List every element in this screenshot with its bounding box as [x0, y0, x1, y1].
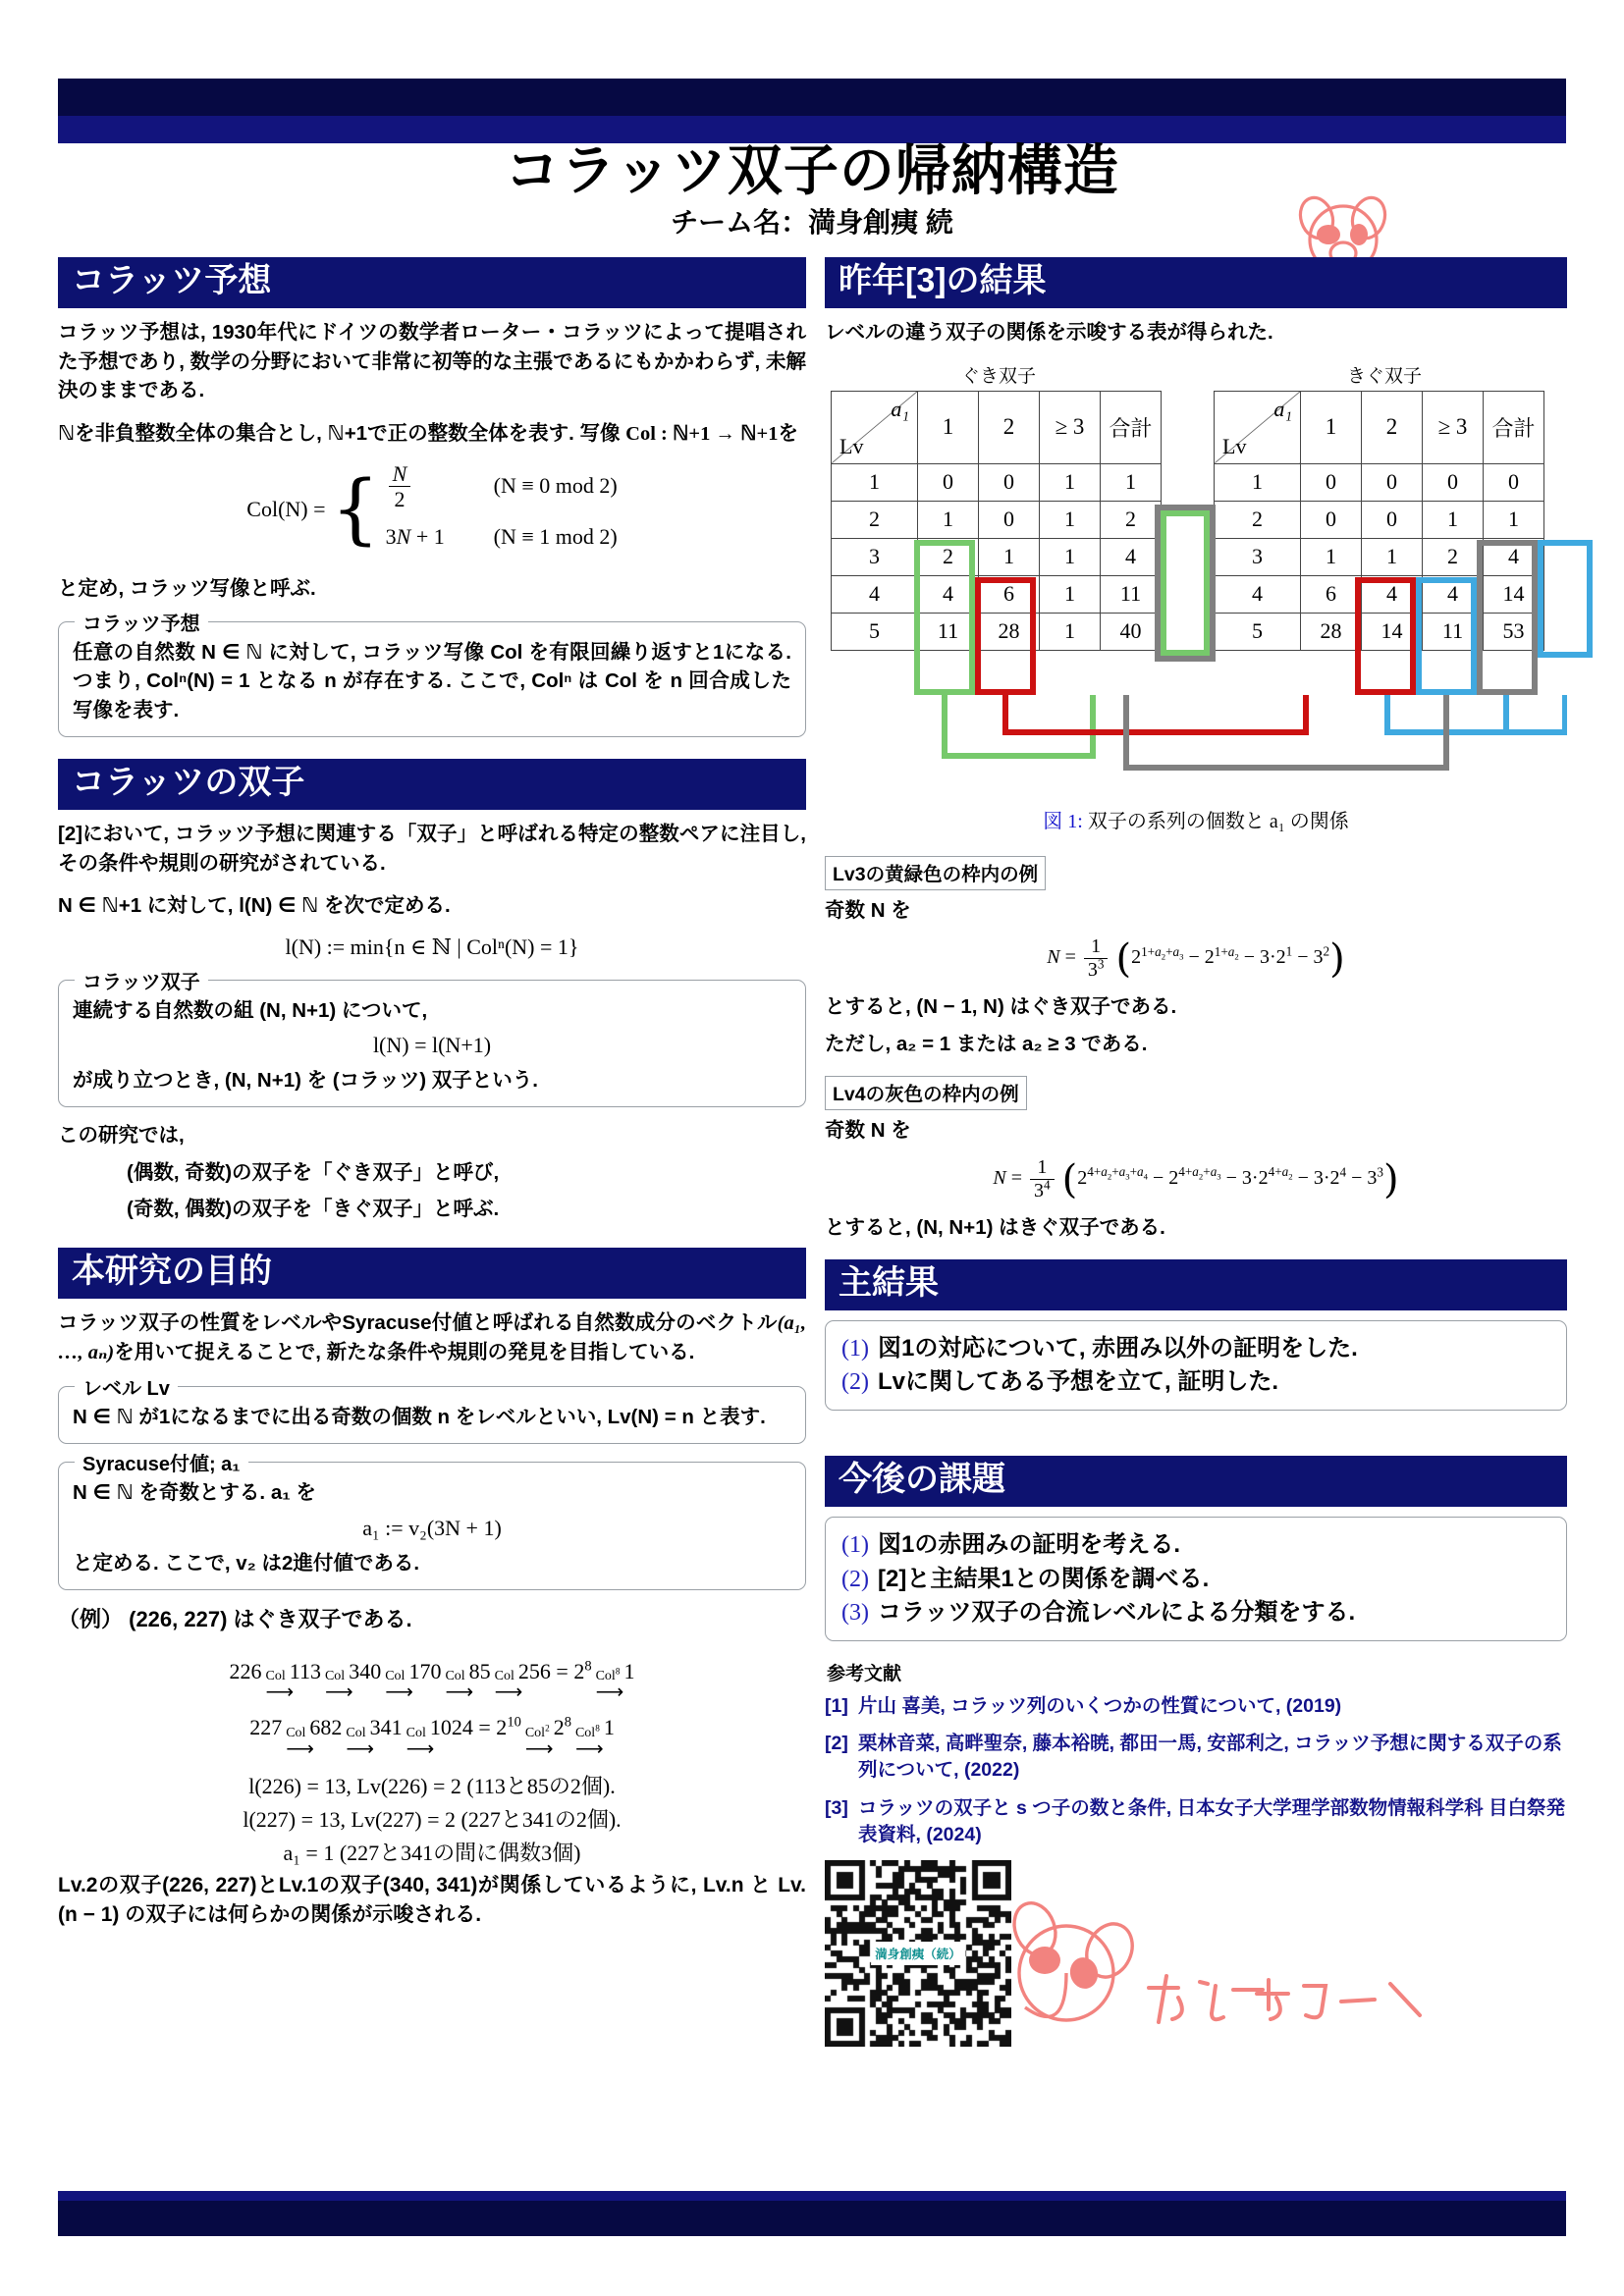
table-cell-value: 0 [1484, 463, 1544, 501]
list-item-text: 図1の対応について, 赤囲み以外の証明をした. [877, 1335, 1358, 1362]
corner-label-a1: a₁ [891, 396, 909, 421]
col-header-a1-2: 2 [1362, 391, 1423, 463]
table-row [832, 463, 1162, 501]
result-l226: l(226) = 13, Lv(226) = 2 (113と85の2個). [248, 1774, 616, 1799]
table-cell-lv: 2 [1215, 501, 1301, 538]
table-row [1215, 501, 1544, 538]
lv3-example-line2: とすると, (N − 1, N) はぐき双子である. [825, 995, 1177, 1019]
main-results-list [825, 1320, 1567, 1411]
twin-kinds-intro: この研究では, [58, 1124, 185, 1148]
purpose-part-c: を用いて捉えることで, 新たな条件や規則の発見を目指している. [114, 1341, 695, 1364]
collatz-eq-lhs: Col(N) = [246, 497, 326, 522]
table-cell-value: 1 [1040, 613, 1101, 650]
col-header-a1-1: 1 [918, 391, 979, 463]
table-row [832, 501, 1162, 538]
section-heading-last-year-result: 昨年[3]の結果 [825, 257, 1567, 308]
corner-label-lv: Lv [1222, 433, 1247, 458]
table-cell-value: 4 [918, 575, 979, 613]
header-bar-dark [58, 79, 1566, 116]
table-cell-value: 4 [1423, 575, 1484, 613]
qr-and-mascot-area [825, 1860, 1567, 2066]
highlight-blue-right-total [1538, 540, 1593, 658]
l-function-definition-text: N ∈ ℕ+1 に対して, l(N) ∈ ℕ を次で定める. [58, 894, 451, 918]
lv4-example-line1: 奇数 N を [825, 1119, 911, 1143]
twin-kind-kigu: (奇数, 偶数)の双子を「きぐ双子」と呼ぶ. [127, 1198, 500, 1221]
syracuse-valuation-box [58, 1454, 806, 1590]
table-cell-value: 11 [1423, 613, 1484, 650]
collatz-map-signature: Col : ℕ+1 → ℕ+1 [625, 422, 779, 445]
lv3-example-equation: N = $\frac{1}{3^3}$ $(2^{1+a_2+a_3} - 2^{1+a_2} - 3\cdot 2^1 - 3^2)$ [1047, 935, 1345, 983]
level-definition-box [58, 1377, 806, 1445]
table-corner-header [832, 391, 918, 463]
table-cell-value: 0 [1362, 501, 1423, 538]
table-cell-value: 4 [1484, 538, 1544, 575]
table-cell-value: 1 [1362, 538, 1423, 575]
table-caption-guki: ぐき双子 [960, 365, 1036, 387]
collatz-map-name-text: と定め, コラッツ写像と呼ぶ. [58, 577, 316, 601]
mouse-mascot-icon [1003, 1890, 1151, 2052]
closing-remark: Lv.2の双子(226, 227)とLv.1の双子(340, 341)が関係しているように, Lv.n と Lv.(n − 1) の双子には何らかの関係が示唆される. [58, 1874, 806, 1927]
lv3-example-label: Lv3の黄緑色の枠内の例 [825, 856, 1046, 890]
col-header-total: 合計 [1101, 391, 1162, 463]
left-column [58, 257, 806, 1945]
collatz-twin-box [58, 971, 806, 1108]
highlight-blue-right-a2col [1416, 577, 1477, 695]
table-cell-lv: 5 [1215, 613, 1301, 650]
syracuse-box-line1: N ∈ ℕ を奇数とする. a₁ を [73, 1481, 316, 1505]
left-brace-glyph: { [331, 464, 380, 554]
references-list [825, 1693, 1567, 1848]
table-row [832, 538, 1162, 575]
section-heading-collatz-twins: コラッツの双子 [58, 759, 806, 810]
table-cell-value: 1 [1423, 501, 1484, 538]
collatz-chain-226: 226 Col ⟶ 113 Col ⟶ 340 Col ⟶ 170 Col ⟶ 85 Col ⟶ $256 = 2^8$ Col$^8$ ⟶ 1 [229, 1658, 635, 1704]
list-item-number: (1) [841, 1532, 869, 1559]
corner-label-a1: a₁ [1273, 396, 1292, 421]
twin-kind-guki: (偶数, 奇数)の双子を「ぐき双子」と呼び, [127, 1160, 500, 1184]
list-item [841, 1528, 1550, 1562]
table-cell-value: 2 [1101, 501, 1162, 538]
col-header-a1-ge3: ≥ 3 [1423, 391, 1484, 463]
twin-tables-figure [825, 361, 1567, 852]
footer-bar-accent [58, 2191, 1566, 2201]
figure-1-caption-text: 双子の系列の個数と a₁ の関係 [1087, 810, 1349, 832]
table-cell-lv: 1 [832, 463, 918, 501]
footer-bar-dark [58, 2201, 1566, 2236]
col-header-total: 合計 [1484, 391, 1544, 463]
collatz-conjecture-box [58, 613, 806, 738]
table-cell-lv: 1 [1215, 463, 1301, 501]
table-cell-lv: 4 [832, 575, 918, 613]
section-heading-collatz-conjecture: コラッツ予想 [58, 257, 806, 308]
table-cell-value: 2 [1423, 538, 1484, 575]
table-cell-value: 0 [1301, 501, 1362, 538]
syracuse-box-line2: と定める. ここで, v₂ は2進付値である. [73, 1551, 420, 1575]
collatz-conjecture-box-title: コラッツ予想 [75, 608, 208, 636]
col-header-a1-ge3: ≥ 3 [1040, 391, 1101, 463]
future-work-list [825, 1517, 1567, 1640]
list-item-text: 図1の赤囲みの証明を考える. [877, 1531, 1180, 1559]
table-cell-value: 11 [918, 613, 979, 650]
table-cell-value: 1 [1040, 501, 1101, 538]
table-cell-value: 14 [1362, 613, 1423, 650]
section-heading-future-work: 今後の課題 [825, 1456, 1567, 1507]
reference-number: [3] [825, 1796, 848, 1819]
l-function-equation: l(N) := min{n ∈ ℕ | Colⁿ(N) = 1} [285, 934, 579, 959]
connector-lines [825, 685, 1567, 793]
table-cell-value: 0 [1362, 463, 1423, 501]
reference-number: [1] [825, 1694, 848, 1717]
collatz-case1-condition: (N ≡ 0 mod 2) [493, 473, 618, 499]
list-item-number: (1) [841, 1336, 869, 1362]
collatz-case2-condition: (N ≡ 1 mod 2) [493, 524, 618, 550]
qr-code-label: 満身創痍（続） [871, 1942, 965, 1965]
syracuse-valuation-box-title: Syracuse付値; a₁ [75, 1448, 248, 1476]
collatz-map-equation: Col(N) = { $\frac{N}{2}$ (N ≡ 0 mod 2) 3N + 1 (N ≡ 1 mod 2) [246, 460, 618, 554]
collatz-twin-box-line2: が成り立つとき, (N, N+1) を (コラッツ) 双子という. [73, 1068, 538, 1092]
reference-text: 栗林音菜, 高畔聖奈, 藤本裕暁, 都田一馬, 安部利之, コラッツ予想に関する双子の系列について, (2022) [858, 1733, 1562, 1782]
lv4-example-line2: とすると, (N, N+1) はきぐ双子である. [825, 1215, 1165, 1239]
table-cell-value: 40 [1101, 613, 1162, 650]
table-corner-header [1215, 391, 1301, 463]
table-row [1215, 463, 1544, 501]
research-purpose-paragraph [58, 1308, 806, 1368]
reference-number: [2] [825, 1733, 848, 1755]
section-heading-research-purpose: 本研究の目的 [58, 1248, 806, 1299]
list-item [841, 1563, 1550, 1596]
twins-intro-paragraph: [2]において, コラッツ予想に関連する「双子」と呼ばれる特定の整数ペアに注目し, その条件や規則の研究がされている. [58, 823, 806, 875]
table-cell-value: 0 [979, 463, 1040, 501]
lv4-example-equation: N = $\frac{1}{3^4}$ $(2^{4+a_2+a_3+a_4} - 2^{4+a_2+a_3} - 3\cdot 2^{4+a_2} - 3\cdot 2^4 - 3^3)$ [993, 1155, 1399, 1202]
level-definition-box-text: N ∈ ℕ が1になるまでに出る奇数の個数 n をレベルといい, Lv(N) = n と表す. [73, 1405, 766, 1428]
table-cell-lv: 2 [832, 501, 918, 538]
result-l227: l(227) = 13, Lv(227) = 2 (227と341の2個). [243, 1806, 622, 1832]
collatz-conjecture-box-text: 任意の自然数 N ∈ ℕ に対して, コラッツ写像 Col を有限回繰り返すと1になる. つまり, Colⁿ(N) = 1 となる n が存在する. ここで, Colⁿ は Col を n 回合成した写像を表す. [73, 640, 791, 721]
reference-item [825, 1693, 1567, 1720]
list-item-number: (3) [841, 1599, 869, 1626]
table-cell-lv: 5 [832, 613, 918, 650]
table-cell-value: 28 [979, 613, 1040, 650]
handwritten-scribble [1139, 1968, 1434, 2047]
table-cell-value: 1 [1040, 463, 1101, 501]
table-cell-value: 1 [918, 501, 979, 538]
nat-set-text: ℕを非負整数全体の集合とし, ℕ+1で正の整数全体を表す. 写像 [58, 421, 621, 445]
table-cell-value: 1 [1484, 501, 1544, 538]
collatz-twin-box-title: コラッツ双子 [75, 966, 208, 994]
table-cell-value: 4 [1101, 538, 1162, 575]
highlight-red-right-a1col [1355, 577, 1416, 695]
table-cell-value: 0 [1423, 463, 1484, 501]
table-cell-value: 1 [1101, 463, 1162, 501]
references-heading: 参考文献 [827, 1663, 902, 1684]
list-item-number: (2) [841, 1369, 869, 1396]
col-header-a1-2: 2 [979, 391, 1040, 463]
corner-label-lv: Lv [839, 433, 864, 458]
list-item-text: コラッツ双子の合流レベルによる分類をする. [877, 1598, 1356, 1626]
table-cell-value: 1 [1301, 538, 1362, 575]
syracuse-box-equation: a₁ := v₂(3N + 1) [362, 1515, 502, 1540]
list-item [841, 1596, 1550, 1629]
table-cell-value: 4 [1362, 575, 1423, 613]
list-item-text: Lvに関してある予想を立て, 証明した. [877, 1368, 1278, 1396]
purpose-part-a: コラッツ双子の性質をレベルやSyracuse付値と呼ばれる自然数成分のベクトル [58, 1310, 778, 1334]
highlight-green-left-a1col [914, 540, 975, 695]
table-cell-value: 0 [979, 501, 1040, 538]
reference-item [825, 1731, 1567, 1785]
collatz-chain-227: 227 Col ⟶ 682 Col ⟶ 341 Col ⟶ $1024 = 2^{10}$ Col$^2$ ⟶ $2^8$ Col$^8$ ⟶ 1 [249, 1715, 615, 1761]
collatz-twin-box-line1: 連続する自然数の組 (N, N+1) について, [73, 998, 428, 1022]
table-cell-lv: 3 [1215, 538, 1301, 575]
highlight-gray-right-ge3col [1477, 540, 1538, 695]
lv4-example-label: Lv4の灰色の枠内の例 [825, 1076, 1027, 1110]
collatz-map-definition-text [58, 419, 806, 450]
col-header-a1-1: 1 [1301, 391, 1362, 463]
list-item [841, 1332, 1550, 1365]
table-cell-value: 11 [1101, 575, 1162, 613]
table-cell-lv: 4 [1215, 575, 1301, 613]
qr-code[interactable] [825, 1860, 1011, 2047]
section-heading-main-results: 主結果 [825, 1259, 1567, 1310]
table-cell-value: 1 [1040, 575, 1101, 613]
page-title: コラッツ双子の帰納構造 [505, 139, 1119, 201]
list-item [841, 1365, 1550, 1399]
table-cell-value: 0 [918, 463, 979, 501]
table-cell-value: 6 [979, 575, 1040, 613]
table-cell-value: 1 [979, 538, 1040, 575]
table-cell-value: 14 [1484, 575, 1544, 613]
lv3-example-line3: ただし, a₂ = 1 または a₂ ≥ 3 である. [825, 1032, 1148, 1055]
table-caption-kigu: きぐ双子 [1346, 365, 1422, 387]
collatz-twin-box-equation: l(N) = l(N+1) [372, 1033, 492, 1058]
team-name: チーム名：満身創痍 続 [671, 207, 953, 238]
level-definition-box-title: レベル Lv [75, 1372, 178, 1401]
lv3-example-line1: 奇数 N を [825, 898, 911, 922]
table-cell-value: 2 [918, 538, 979, 575]
reference-text: コラッツの双子と s つ子の数と条件, 日本女子大学理学部数物情報科学科 目白祭発表資料, (2024) [858, 1796, 1566, 1845]
figure-1-label: 図 1: [1043, 810, 1083, 832]
result-a1: a₁ = 1 (227と341の間に偶数3個) [283, 1840, 581, 1865]
table-cell-value: 53 [1484, 613, 1544, 650]
table-cell-value: 1 [1040, 538, 1101, 575]
highlight-red-left-a2col [975, 577, 1036, 695]
list-item-text: [2]と主結果1との関係を調べる. [877, 1565, 1210, 1592]
right-column [825, 257, 1567, 2066]
last-year-result-text: レベルの違う双子の関係を示唆する表が得られた. [825, 321, 1273, 345]
table-cell-value: 0 [1301, 463, 1362, 501]
table-cell-value: 6 [1301, 575, 1362, 613]
wo-particle: を [778, 421, 798, 445]
collatz-intro-paragraph: コラッツ予想は, 1930年代にドイツの数学者ローター・コラッツによって提唱された予想であり, 数学の分野において非常に初等的な主張であるにもかかわらず, 未解決のままである. [58, 321, 806, 402]
example-heading: （例） (226, 227) はぐき双子である. [58, 1607, 412, 1632]
reference-item [825, 1795, 1567, 1849]
table-cell-value: 28 [1301, 613, 1362, 650]
reference-text: 片山 喜美, コラッツ列のいくつかの性質について, (2019) [858, 1694, 1342, 1717]
table-cell-lv: 3 [832, 538, 918, 575]
list-item-number: (2) [841, 1566, 869, 1592]
figure-1-caption [825, 805, 1567, 833]
purpose-vector: (a₁, …, aₙ) [58, 1311, 806, 1364]
highlight-green-left-total [1161, 510, 1210, 656]
